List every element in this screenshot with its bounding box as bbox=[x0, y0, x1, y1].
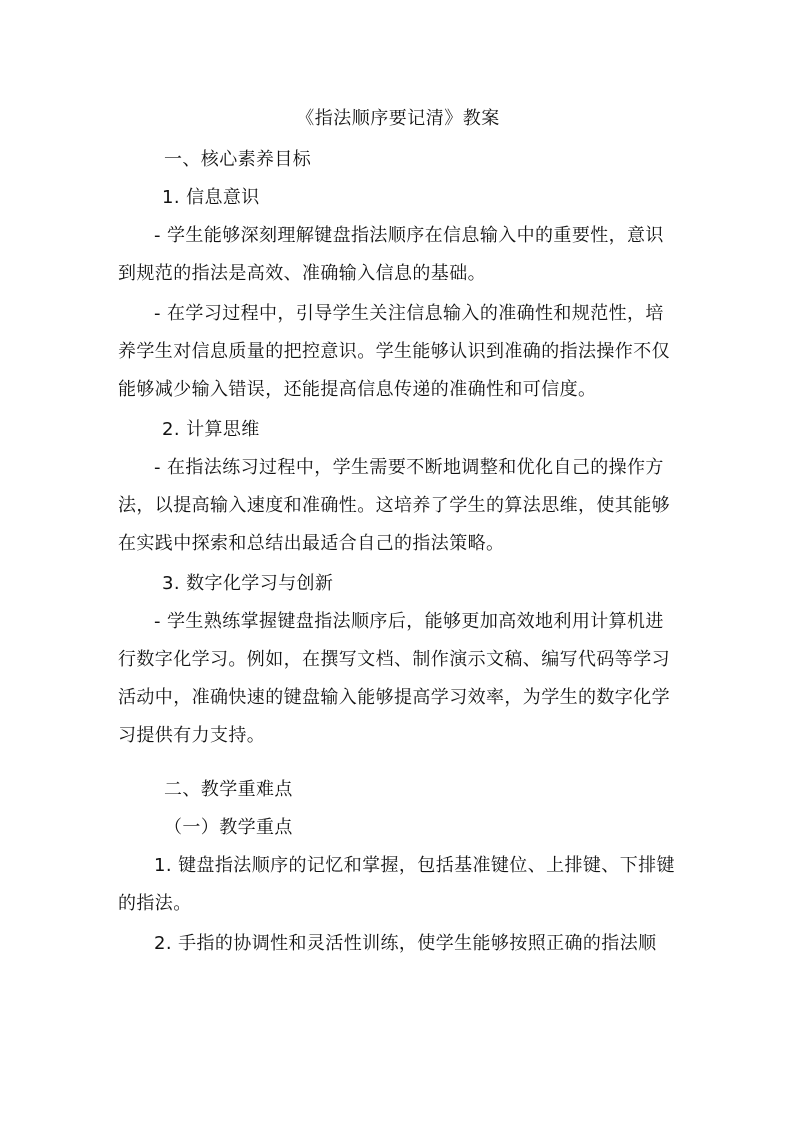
subheading-teaching-focus: （一）教学重点 bbox=[164, 817, 293, 838]
section-heading-core-goals: 一、核心素养目标 bbox=[164, 149, 312, 170]
paragraph: 1. 键盘指法顺序的记忆和掌握，包括基准键位、上排键、下排键的指法。 bbox=[118, 855, 675, 914]
paragraph: 2. 手指的协调性和灵活性训练，使学生能够按照正确的指法顺 bbox=[154, 933, 657, 954]
paragraph: - 学生能够深刻理解键盘指法顺序在信息输入中的重要性，意识到规范的指法是高效、准确输入信息的基础。 bbox=[118, 225, 664, 284]
spacer bbox=[118, 757, 678, 769]
document-content bbox=[118, 103, 678, 965]
subheading-digital-learning: 3. 数字化学习与创新 bbox=[162, 573, 334, 594]
section-heading-key-difficulties: 二、教学重难点 bbox=[164, 779, 293, 800]
subheading-computational-thinking: 2. 计算思维 bbox=[162, 419, 260, 440]
paragraph: - 在学习过程中，引导学生关注信息输入的准确性和规范性，培养学生对信息质量的把控意识。学生能够认识到准确的指法操作不仅能够减少输入错误，还能提高信息传递的准确性和可信度。 bbox=[118, 303, 670, 400]
paragraph: - 在指法练习过程中，学生需要不断地调整和优化自己的操作方法，以提高输入速度和准确性。这培养了学生的算法思维，使其能够在实践中探索和总结出最适合自己的指法策略。 bbox=[118, 457, 670, 554]
document-title: 《指法顺序要记清》教案 bbox=[296, 108, 500, 129]
subheading-info-awareness: 1. 信息意识 bbox=[162, 187, 260, 208]
paragraph: - 学生熟练掌握键盘指法顺序后，能够更加高效地利用计算机进行数字化学习。例如，在撰写文档、制作演示文稿、编写代码等学习活动中，准确快速的键盘输入能够提高学习效率，为学生的数字化学习提供有力支持。 bbox=[118, 611, 670, 746]
